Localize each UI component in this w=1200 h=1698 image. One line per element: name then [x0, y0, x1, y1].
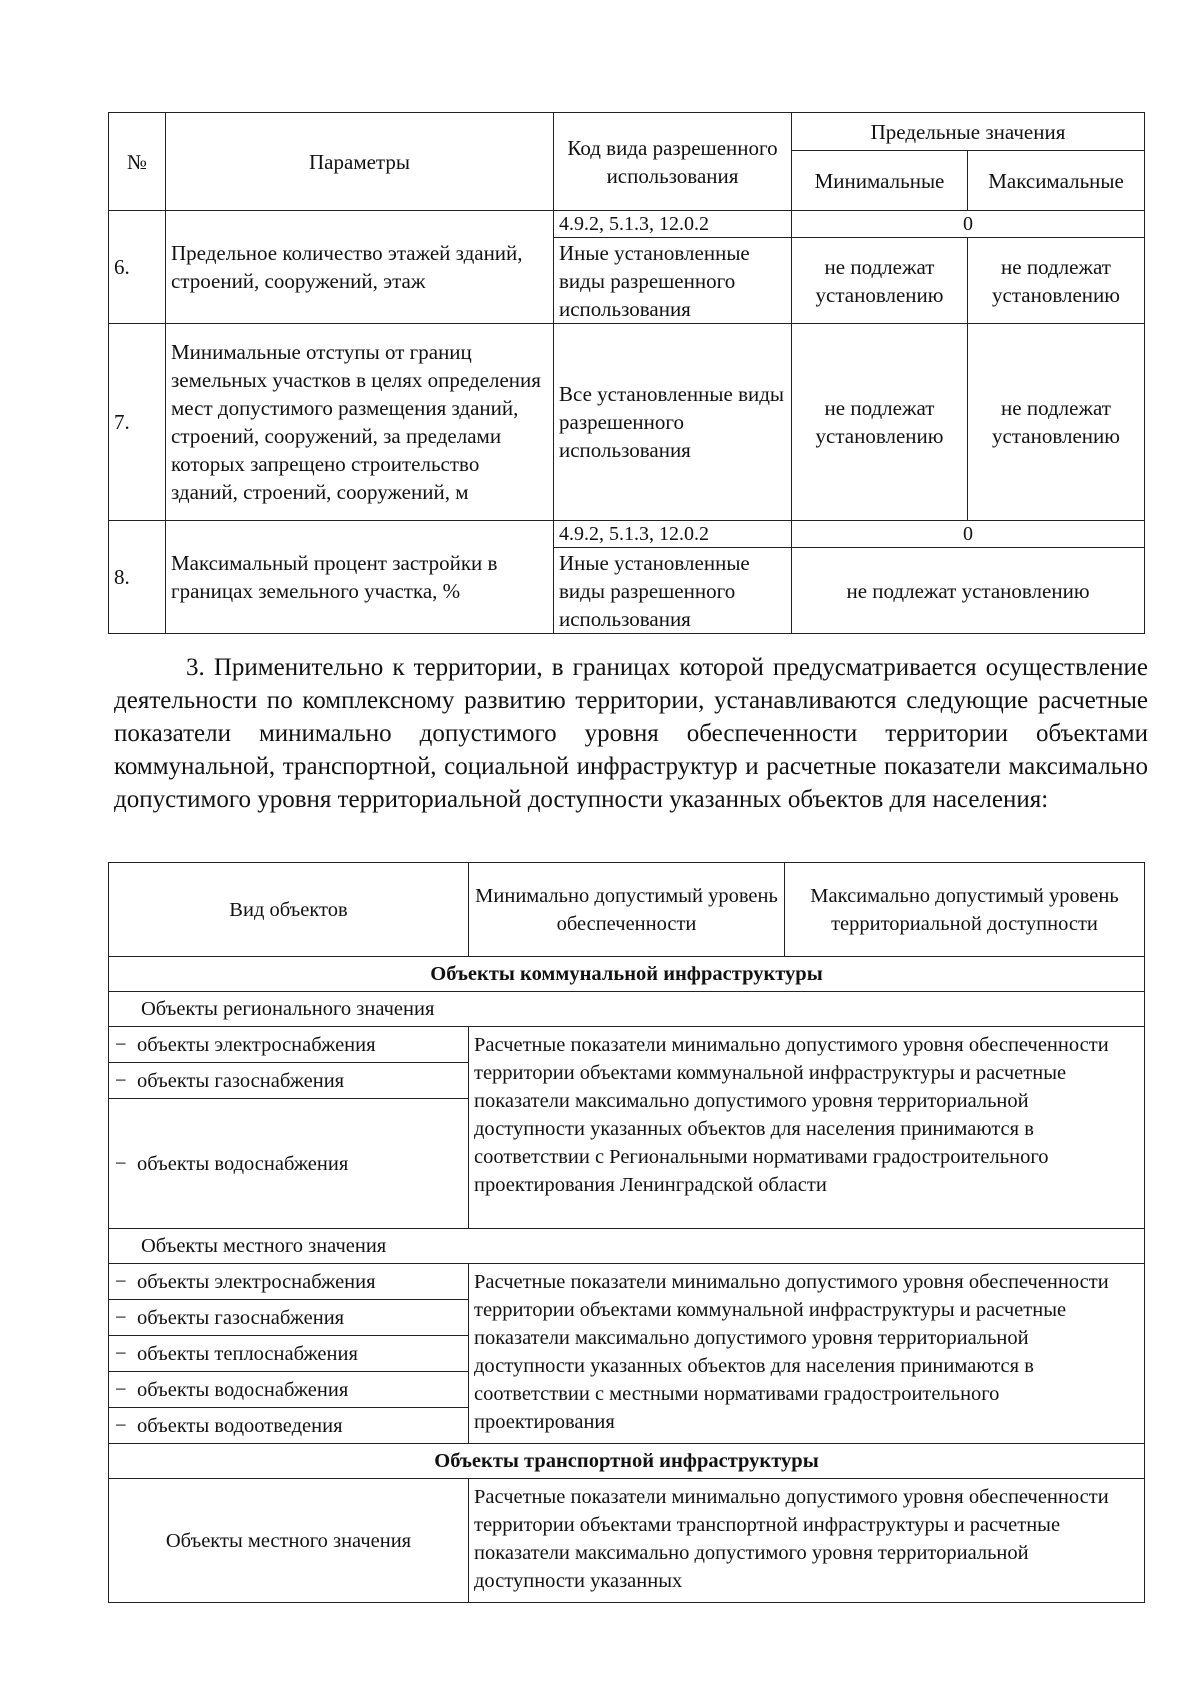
header-min-level: Минимально допустимый уровень обеспеченности [469, 863, 785, 957]
row8-code-b: Иные установленные виды разрешенного использования [554, 548, 792, 634]
header-min: Минимальные [792, 151, 968, 211]
local-item-2-label: объекты газоснабжения [137, 1306, 345, 1329]
row8-value-a: 0 [792, 521, 1145, 548]
section-transport: Объекты транспортной инфраструктуры [109, 1444, 1145, 1479]
row7-max: не подлежат установлению [968, 324, 1145, 521]
row8-param: Максимальный процент застройки в границах земельного участка, % [166, 521, 554, 634]
dash-6: − [115, 1342, 127, 1365]
regional-item-3-label: объекты водоснабжения [137, 1152, 349, 1175]
dash-7: − [115, 1378, 127, 1401]
regional-item-2 [109, 1063, 469, 1099]
row6-max-b: не подлежат установлению [968, 238, 1145, 324]
row8-num: 8. [109, 521, 166, 634]
local-item-3-label: объекты теплоснабжения [137, 1342, 358, 1365]
local-item-5-label: объекты водоотведения [137, 1414, 343, 1437]
regional-description: Расчетные показатели минимально допустимого уровня обеспеченности территории объектами коммунальной инфраструктуры и расчетные показатели максимально допустимого уровня территориальной доступности указанных объектов для населения принимаются в соответствии с Региональными нормативами градостроительного проектирования Ленинградской области [469, 1027, 1145, 1229]
row7-param: Минимальные отступы от границ земельных участков в целях определения мест допустимого размещения зданий, строений, сооружений, за пределами которых запрещено строительство зданий, строений, сооружений, м [166, 324, 554, 521]
local-description: Расчетные показатели минимально допустимого уровня обеспеченности территории объектами коммунальной инфраструктуры и расчетные показатели максимально допустимого уровня территориальной доступности указанных объектов для населения принимаются в соответствии с местными нормативами градостроительного проектирования [469, 1264, 1145, 1444]
section-communal: Объекты коммунальной инфраструктуры [109, 957, 1145, 992]
dash-4: − [115, 1270, 127, 1293]
row8-code-a: 4.9.2, 5.1.3, 12.0.2 [554, 521, 792, 548]
row7-num: 7. [109, 324, 166, 521]
regional-item-2-label: объекты газоснабжения [137, 1069, 345, 1092]
header-kind: Вид объектов [109, 863, 469, 957]
header-code: Код вида разрешенного использования [554, 113, 792, 211]
row6-param: Предельное количество этажей зданий, строений, сооружений, этаж [166, 211, 554, 324]
header-limits: Предельные значения [792, 113, 1145, 151]
transport-local: Объекты местного значения [109, 1479, 469, 1603]
row7-min: не подлежат установлению [792, 324, 968, 521]
local-item-4 [109, 1372, 469, 1408]
dash-8: − [115, 1414, 127, 1437]
local-item-5 [109, 1408, 469, 1444]
row6-value-a: 0 [792, 211, 1145, 238]
local-item-1-label: объекты электроснабжения [137, 1270, 376, 1293]
dash-2: − [115, 1069, 127, 1092]
paragraph-3: 3. Применительно к территории, в границах которой предусматривается осуществление деятельности по комплексному развитию территории, устанавливаются следующие расчетные показатели минимально допустимого уровня обеспеченности территории объектами коммунальной, транспортной, социальной инфраструктур и расчетные показатели максимально допустимого уровня территориальной доступности указанных объектов для населения: [114, 654, 1148, 813]
header-max: Максимальные [968, 151, 1145, 211]
row8-value-b: не подлежат установлению [792, 548, 1145, 634]
local-item-2 [109, 1300, 469, 1336]
row6-code-b: Иные установленные виды разрешенного использования [554, 238, 792, 324]
local-item-4-label: объекты водоснабжения [137, 1378, 349, 1401]
dash-3: − [115, 1152, 127, 1175]
row6-min-b: не подлежат установлению [792, 238, 968, 324]
header-params: Параметры [166, 113, 554, 211]
transport-description: Расчетные показатели минимально допустимого уровня обеспеченности территории объектами транспортной инфраструктуры и расчетные показатели максимально допустимого уровня территориальной доступности указанных [469, 1479, 1145, 1603]
row7-code: Все установленные виды разрешенного использования [554, 324, 792, 521]
local-item-1 [109, 1264, 469, 1300]
regional-item-3 [109, 1099, 469, 1229]
regional-item-1 [109, 1027, 469, 1063]
row6-code-a: 4.9.2, 5.1.3, 12.0.2 [554, 211, 792, 238]
group-local: Объекты местного значения [109, 1229, 1145, 1264]
header-num: № [109, 113, 166, 211]
header-max-level: Максимально допустимый уровень территориальной доступности [785, 863, 1145, 957]
dash-1: − [115, 1033, 127, 1056]
regional-item-1-label: объекты электроснабжения [137, 1033, 376, 1056]
land-parameters-table [108, 112, 1145, 634]
row6-num: 6. [109, 211, 166, 324]
group-regional: Объекты регионального значения [109, 992, 1145, 1027]
infrastructure-table [108, 862, 1145, 1603]
local-item-3 [109, 1336, 469, 1372]
dash-5: − [115, 1306, 127, 1329]
